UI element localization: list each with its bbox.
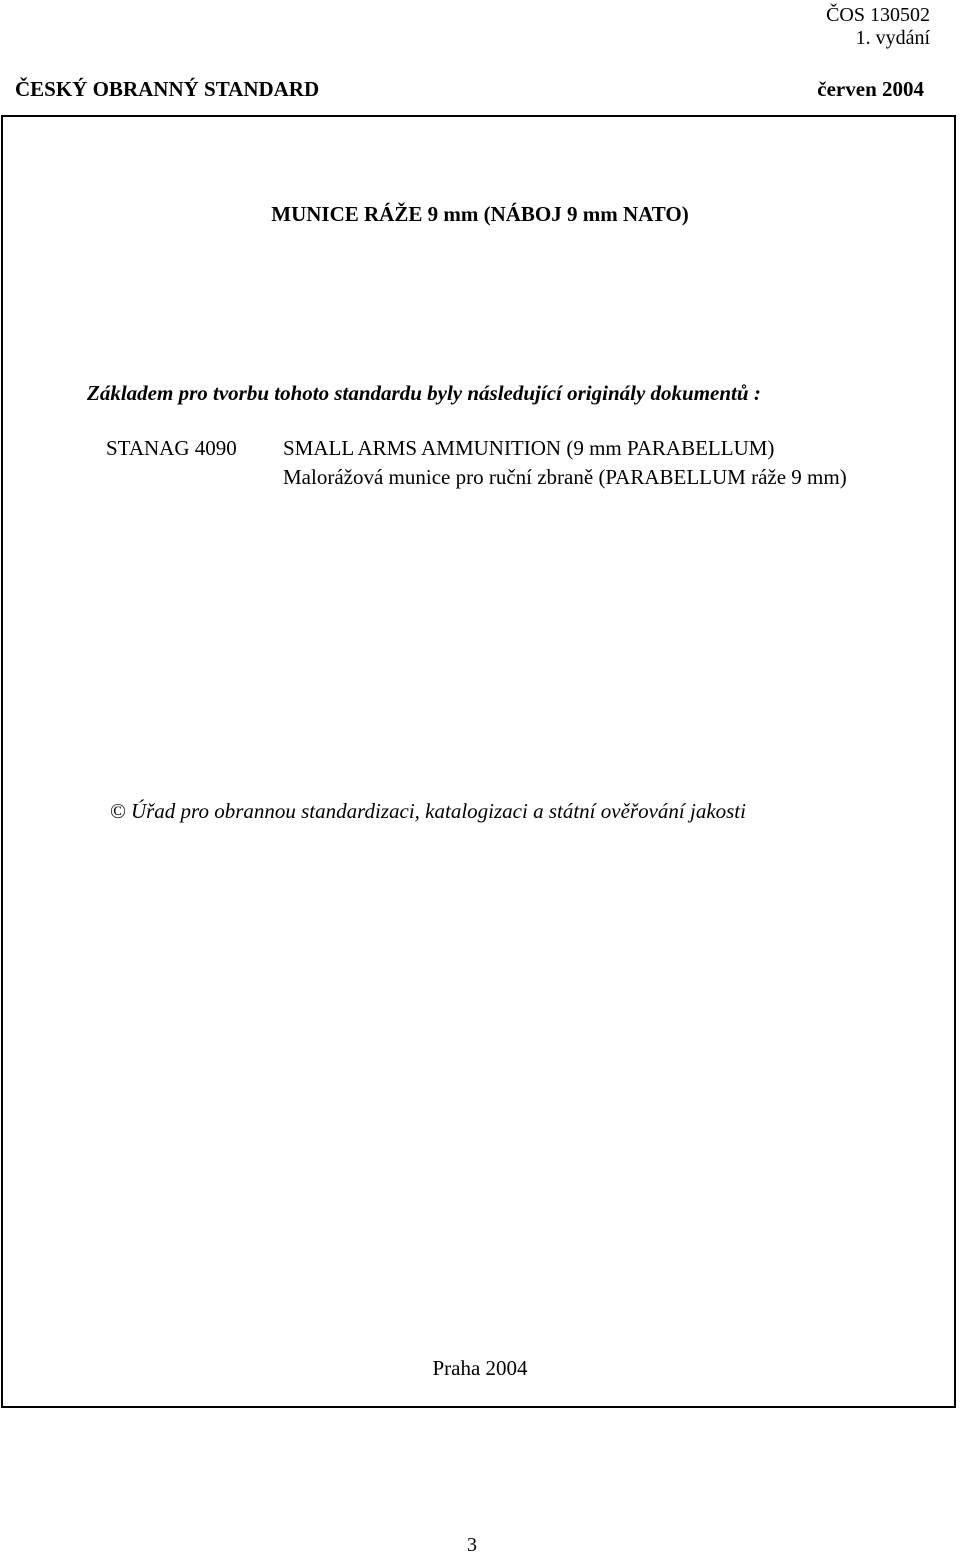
source-document-title-cz: Malorážová munice pro ruční zbraně (PARABELLUM ráže 9 mm)	[283, 465, 847, 489]
document-title: MUNICE RÁŽE 9 mm (NÁBOJ 9 mm NATO)	[271, 202, 689, 226]
basis-statement: Základem pro tvorbu tohoto standardu byly následující originály dokumentů :	[87, 381, 761, 405]
title-page-frame	[1, 115, 956, 1408]
copyright-icon: ©	[110, 799, 126, 823]
place-and-year: Praha 2004	[432, 1356, 528, 1380]
source-document-id: STANAG 4090	[106, 436, 237, 460]
standard-title: ČESKÝ OBRANNÝ STANDARD	[15, 77, 320, 101]
page-number: 3	[467, 1534, 477, 1556]
publication-date: červen 2004	[817, 77, 924, 101]
copyright-holder: Úřad pro obrannou standardizaci, katalogizaci a státní ověřování jakosti	[130, 799, 746, 823]
edition-label: 1. vydání	[855, 27, 930, 49]
copyright-notice	[110, 797, 746, 825]
document-code: ČOS 130502	[826, 4, 930, 26]
source-document-title-en: SMALL ARMS AMMUNITION (9 mm PARABELLUM)	[283, 436, 775, 460]
